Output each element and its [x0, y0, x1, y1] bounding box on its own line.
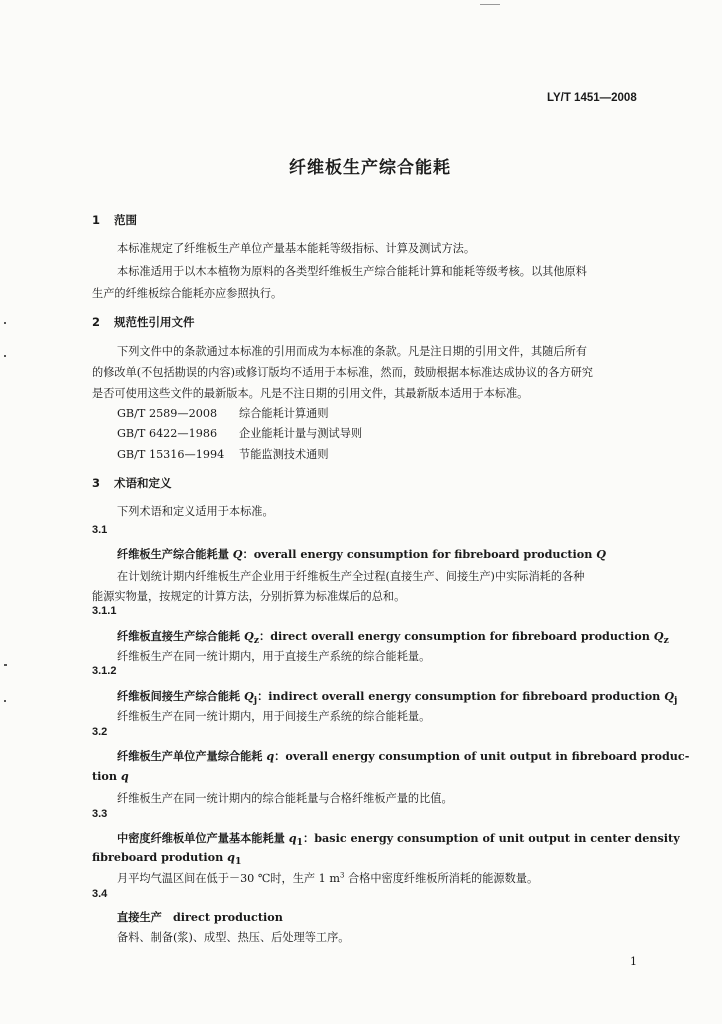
term-3-1-1: 纤维板直接生产综合能耗 $Q_z$：direct overall energy consumption for fibreboard production $Q_z$ [117, 629, 669, 647]
clause-number-3-1-2: 3.1.2 [92, 665, 117, 677]
term-3-3-cont: fibreboard prodution $q_1$ [92, 850, 242, 868]
section-1-heading: 1 范围 [92, 213, 137, 227]
section-1-para-2: 本标准适用于以木本植物为原料的各类型纤维板生产综合能耗计算和能耗等级考核。以其他原料 [117, 265, 587, 278]
page-number: 1 [630, 955, 637, 968]
section-2-para-line-3: 是否可使用这些文件的最新版本。凡是不注日期的引用文件，其最新版本适用于本标准。 [92, 387, 529, 400]
section-2-heading: 2 规范性引用文件 [92, 315, 195, 329]
scan-speck [4, 355, 6, 357]
clause-number-3-4: 3.4 [92, 888, 108, 900]
definition-3-1-2: 纤维板生产在同一统计期内，用于间接生产系统的综合能耗量。 [117, 710, 431, 723]
normative-reference: GB/T 6422—1986 企业能耗计量与测试导则 [117, 427, 363, 440]
scan-mark [480, 4, 500, 5]
term-3-1: 纤维板生产综合能耗量 Q：overall energy consumption for fibreboard production Q [117, 547, 607, 561]
clause-number-3-3: 3.3 [92, 808, 108, 820]
section-3-intro: 下列术语和定义适用于本标准。 [117, 505, 274, 518]
standard-code: LY/T 1451—2008 [547, 92, 637, 104]
term-3-3: 中密度纤维板单位产量基本能耗量 $q_1$：basic energy consumption of unit output in center density [117, 831, 680, 849]
definition-3-1-1: 纤维板生产在同一统计期内，用于直接生产系统的综合能耗量。 [117, 650, 431, 663]
definition-3-2: 纤维板生产在同一统计期内的综合能耗量与合格纤维板产量的比值。 [117, 792, 453, 805]
scan-speck [4, 664, 7, 666]
scan-speck [4, 322, 6, 324]
term-3-4: 直接生产 direct production [117, 910, 283, 924]
section-3-heading: 3 术语和定义 [92, 476, 172, 490]
clause-number-3-1-1: 3.1.1 [92, 605, 117, 617]
definition-3-1: 在计划统计期内纤维板生产企业用于纤维板生产全过程(直接生产、间接生产)中实际消耗的各种 [117, 570, 585, 583]
term-3-1-2: 纤维板间接生产综合能耗 $Q_j$：indirect overall energy consumption for fibreboard production $Q_j$ [117, 689, 678, 707]
clause-number-3-2: 3.2 [92, 726, 108, 738]
section-2-para-line-2: 的修改单(不包括勘误的内容)或修订版均不适用于本标准，然而，鼓励根据本标准达成协议的各方研究 [92, 366, 593, 379]
definition-3-1-cont: 能源实物量，按规定的计算方法，分别折算为标准煤后的总和。 [92, 590, 406, 603]
term-3-2-cont: tion q [92, 769, 129, 783]
scan-speck [4, 700, 6, 702]
definition-3-4: 备料、制备(浆)、成型、热压、后处理等工序。 [117, 931, 350, 944]
page-title: 纤维板生产综合能耗 [289, 158, 451, 178]
definition-3-3: 月平均气温区间在低于－30 ℃时，生产 1 $m^3$ 合格中密度纤维板所消耗的能源数量。 [117, 871, 539, 885]
term-3-2: 纤维板生产单位产量综合能耗 q：overall energy consumption of unit output in fibreboard produc- [117, 749, 690, 763]
section-1-para-2-cont: 生产的纤维板综合能耗亦应参照执行。 [92, 287, 283, 300]
clause-number-3-1: 3.1 [92, 524, 108, 536]
section-2-para-line-1: 下列文件中的条款通过本标准的引用而成为本标准的条款。凡是注日期的引用文件，其随后所有 [117, 345, 587, 358]
normative-reference: GB/T 15316—1994 节能监测技术通则 [117, 448, 329, 461]
normative-reference: GB/T 2589—2008 综合能耗计算通则 [117, 407, 329, 420]
section-1-para-1: 本标准规定了纤维板生产单位产量基本能耗等级指标、计算及测试方法。 [117, 242, 476, 255]
